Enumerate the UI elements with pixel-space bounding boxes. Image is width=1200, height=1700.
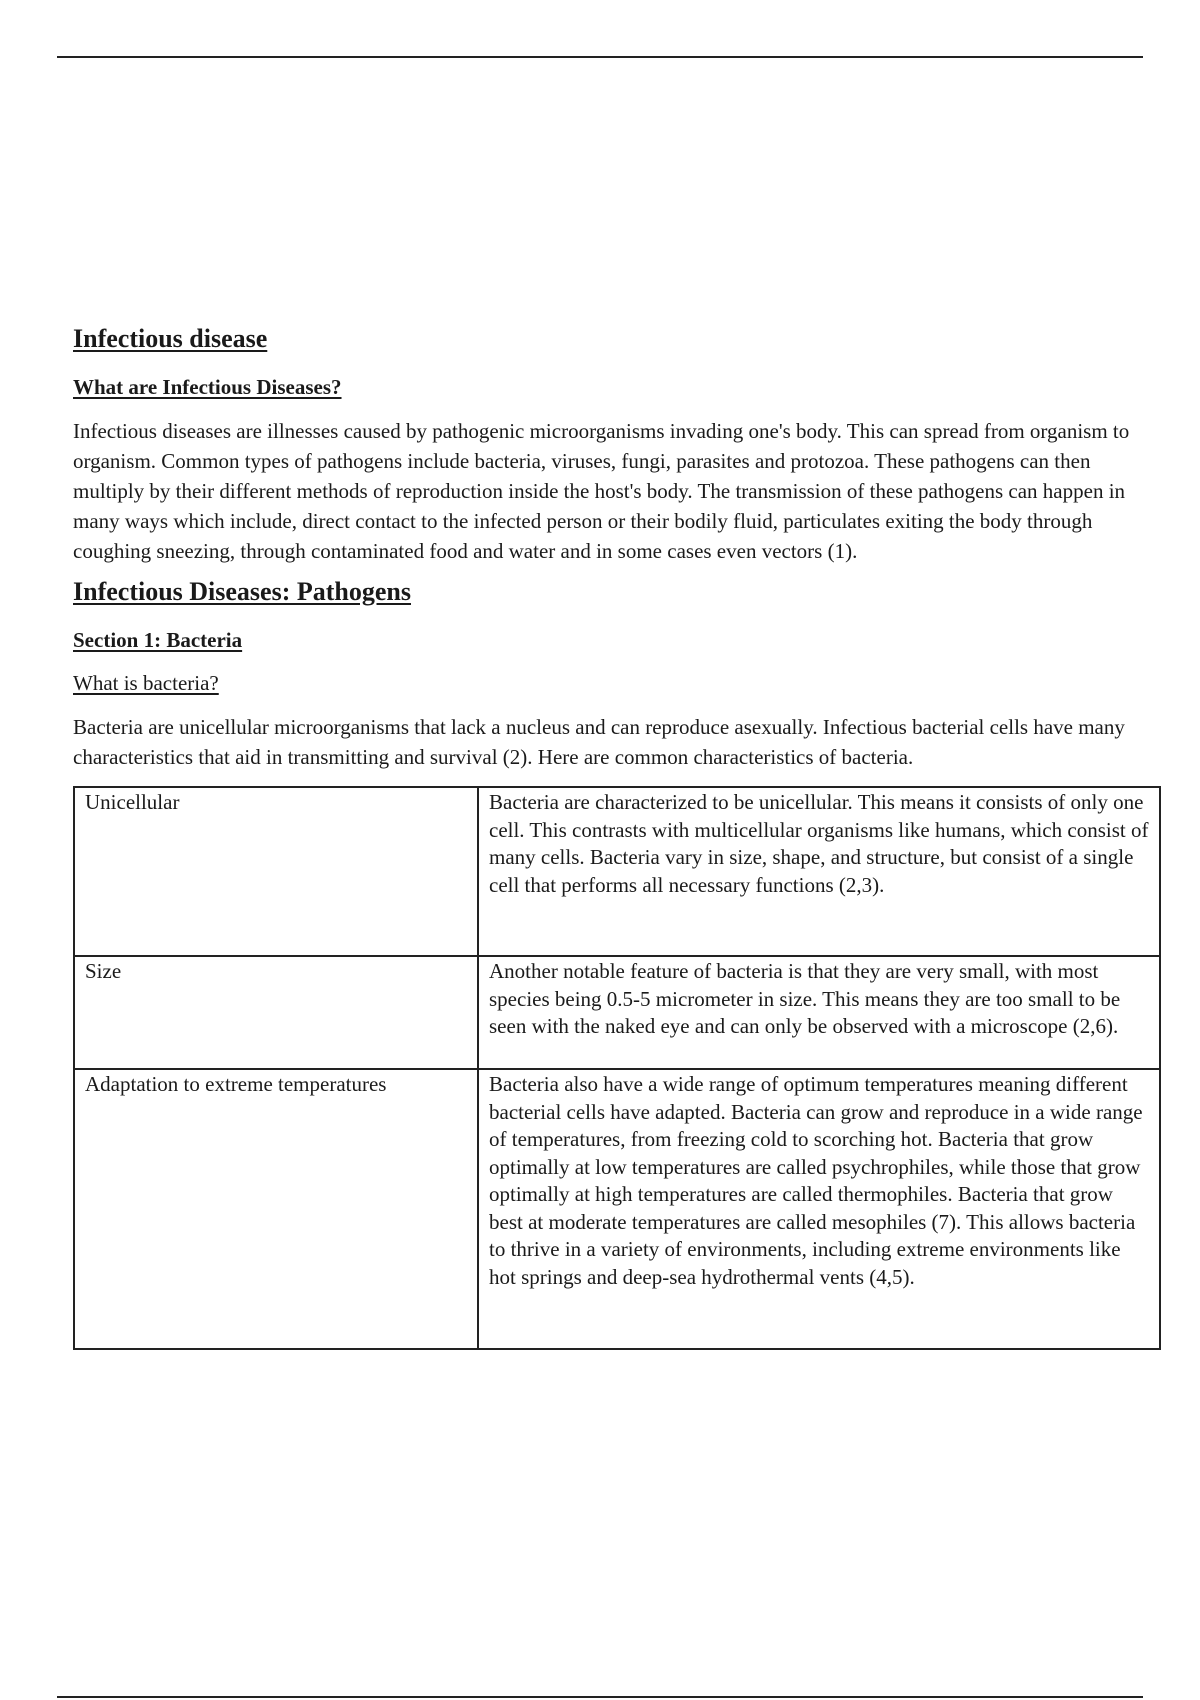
what-heading: What are Infectious Diseases? (73, 375, 342, 399)
bacteria-question: What is bacteria? (73, 671, 219, 695)
characteristic-label: Unicellular (74, 787, 478, 956)
characteristic-description: Bacteria are characterized to be unicellular. This means it consists of only one cell. This contrasts with multicellular organisms like humans, which consist of many cells. Bacteria vary in size, shape, and structure, but consist of a single cell that performs all necessary functions (2,3). (478, 787, 1160, 956)
section1-heading: Section 1: Bacteria (73, 628, 243, 652)
bacteria-paragraph: Bacteria are unicellular microorganisms that lack a nucleus and can reproduce asexually. Infectious bacterial cells have many characteristics that aid in transmitting and survival (2). Here are common characteristics of bacteria. (73, 715, 1125, 769)
characteristic-label: Size (74, 956, 478, 1069)
top-rule (57, 56, 1143, 58)
characteristic-label: Adaptation to extreme temperatures (74, 1069, 478, 1349)
characteristic-description: Bacteria also have a wide range of optimum temperatures meaning different bacterial cells have adapted. Bacteria can grow and reproduce in a wide range of temperatures, from freezing cold to scorching hot. Bacteria that grow optimally at low temperatures are called psychrophiles, while those that grow optimally at high temperatures are called thermophiles. Bacteria that grow best at moderate temperatures are called mesophiles (7). This allows bacteria to thrive in a variety of environments, including extreme environments like hot springs and deep-sea hydrothermal vents (4,5). (478, 1069, 1160, 1349)
intro-paragraph: Infectious diseases are illnesses caused by pathogenic microorganisms invading one's body. This can spread from organism to organism. Common types of pathogens include bacteria, viruses, fungi, parasites and protozoa. These pathogens can then multiply by their different methods of reproduction inside the host's body. The transmission of these pathogens can happen in many ways which include, direct contact to the infected person or their bodily fluid, particulates exiting the body through coughing sneezing, through contaminated food and water and in some cases even vectors (1). (73, 419, 1130, 563)
bottom-rule (57, 1696, 1143, 1698)
document-title: Infectious disease (73, 324, 268, 353)
pathogens-heading: Infectious Diseases: Pathogens (73, 577, 411, 606)
document-body (73, 323, 1163, 1350)
table-row (74, 956, 1160, 1069)
characteristic-description: Another notable feature of bacteria is that they are very small, with most species being 0.5-5 micrometer in size. This means they are too small to be seen with the naked eye and can only be observed with a microscope (2,6). (478, 956, 1160, 1069)
table-row (74, 787, 1160, 956)
table-row (74, 1069, 1160, 1349)
characteristics-table (73, 786, 1161, 1350)
